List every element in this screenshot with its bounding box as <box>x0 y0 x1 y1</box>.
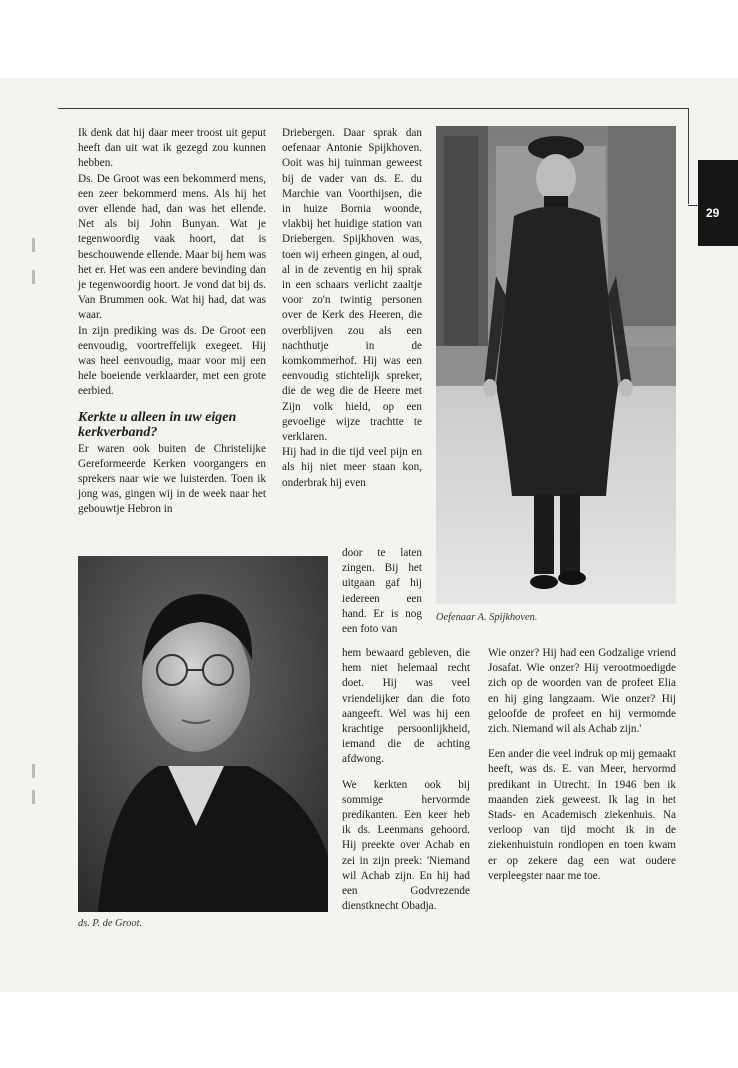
photo-de-groot <box>78 556 328 912</box>
paragraph: Een ander die veel indruk op mij gemaakt heeft, was ds. E. van Meer, hervormd predikant in Utrecht. In 1946 ben ik maanden ziek geweest. Ik lag in het Stads- en Academisch ziekenhuis. Na verloop van tijd mocht ik in de ziekenhuistuin rondlopen en toen kwam er op zekere dag een wat oudere verpleegster naar me toe. <box>488 748 676 882</box>
photo-spijkhoven <box>436 126 676 604</box>
paragraph: Ds. De Groot was een bekommerd mens, een zeer bekommerd mens. Als hij het over ellende had, dan was het ellende. Net als bij John Bunyan. Wat je tegenwoordig vaak hoort, dat is beschouwende ellende. Maar bij hem was het er. Het was een andere bevinding dan je tegenwoordig hoort. Je vond dat bij ds. Van Brummen ook. Wat hij had, dat was waar. <box>78 172 266 322</box>
photo-caption: Oefenaar A. Spijkhoven. <box>436 612 538 623</box>
paragraph: door te laten zingen. Bij het uitgaan gaf hij iedereen een hand. Er is nog een foto van <box>342 547 422 636</box>
binding-hole <box>32 238 35 252</box>
heading-line: Kerkte u alleen in uw eigen <box>78 409 237 425</box>
paragraph: Wie onzer? Hij had een Godzalige vriend Josafat. Wie onzer? Hij verootmoedigde zich op de woorden van de profeet Elia en hij ging langzaam. Wie onzer? Hij geloofde de profeet en hij vermomde zich. Niemand wil als Achab zijn.' <box>488 647 676 736</box>
section-heading <box>78 410 266 440</box>
paragraph: Hij had in die tijd veel pijn en als hij niet meer staan kon, onderbrak hij even <box>282 446 422 489</box>
column-2-lower <box>342 646 470 914</box>
paragraph: Driebergen. Daar sprak dan oefenaar Antonie Spijkhoven. Ooit was hij tuinman geweest bij de vader van ds. E. du Marchie van Voorthijsen, die in huize Bornia woonde, vlakbij het huidige station van Driebergen. Spijkhoven was, toen wij erheen gingen, al oud, al in de zeventig en hij sprak in een schaars verlicht zaaltje voor zo'n twintig personen over de Kerk des Heeren, die overblijven zou als een nachthutje in de komkommerhof. Hij was een eenvoudig stichtelijk spreker, die de weg die de Heere met Zijn volk hield, op een gevoelige wijze trachtte te verklaren. <box>282 127 422 444</box>
heading-line: kerkverband? <box>78 424 158 440</box>
page-number-tab <box>698 160 738 246</box>
header-rule-vertical <box>688 108 689 204</box>
paragraph: Ik denk dat hij daar meer troost uit geput heeft dan uit wat ik gezegd zou kunnen hebben. <box>78 127 266 170</box>
paragraph: hem bewaard gebleven, die hem niet helemaal recht doet. Hij was veel vriendelijker dan die foto aangeeft. Wel was hij een krachtige persoonlijkheid, iemand die de achting afdwong. <box>342 647 470 766</box>
column-2 <box>282 126 422 491</box>
binding-hole <box>32 270 35 284</box>
column-2-wrap <box>342 546 422 637</box>
header-rule <box>58 108 688 109</box>
binding-hole <box>32 764 35 778</box>
page-number: 29 <box>706 206 720 220</box>
paragraph: Er waren ook buiten de Christelijke Gereformeerde Kerken voorgangers en sprekers naar wie we luisterden. Toen ik jong was, gingen wij in de week naar het gebouwtje Hebron in <box>78 442 266 516</box>
column-1 <box>78 126 266 518</box>
binding-hole <box>32 790 35 804</box>
column-3 <box>488 646 676 884</box>
photo-caption: ds. P. de Groot. <box>78 918 143 929</box>
paragraph: In zijn prediking was ds. De Groot een eenvoudig, voortreffelijk exegeet. Hij was heel eenvoudig, maar voor mij een hele boeiende verklaarder, met een grote eerbied. <box>78 324 266 398</box>
paragraph: We kerkten ook bij sommige hervormde predikanten. Een keer heb ik ds. Leenmans gehoord. Hij preekte over Achab en zei in zijn preek: 'Niemand wil Achab zijn. En hij had een Godvrezende dienstknecht Obadja. <box>342 778 470 913</box>
